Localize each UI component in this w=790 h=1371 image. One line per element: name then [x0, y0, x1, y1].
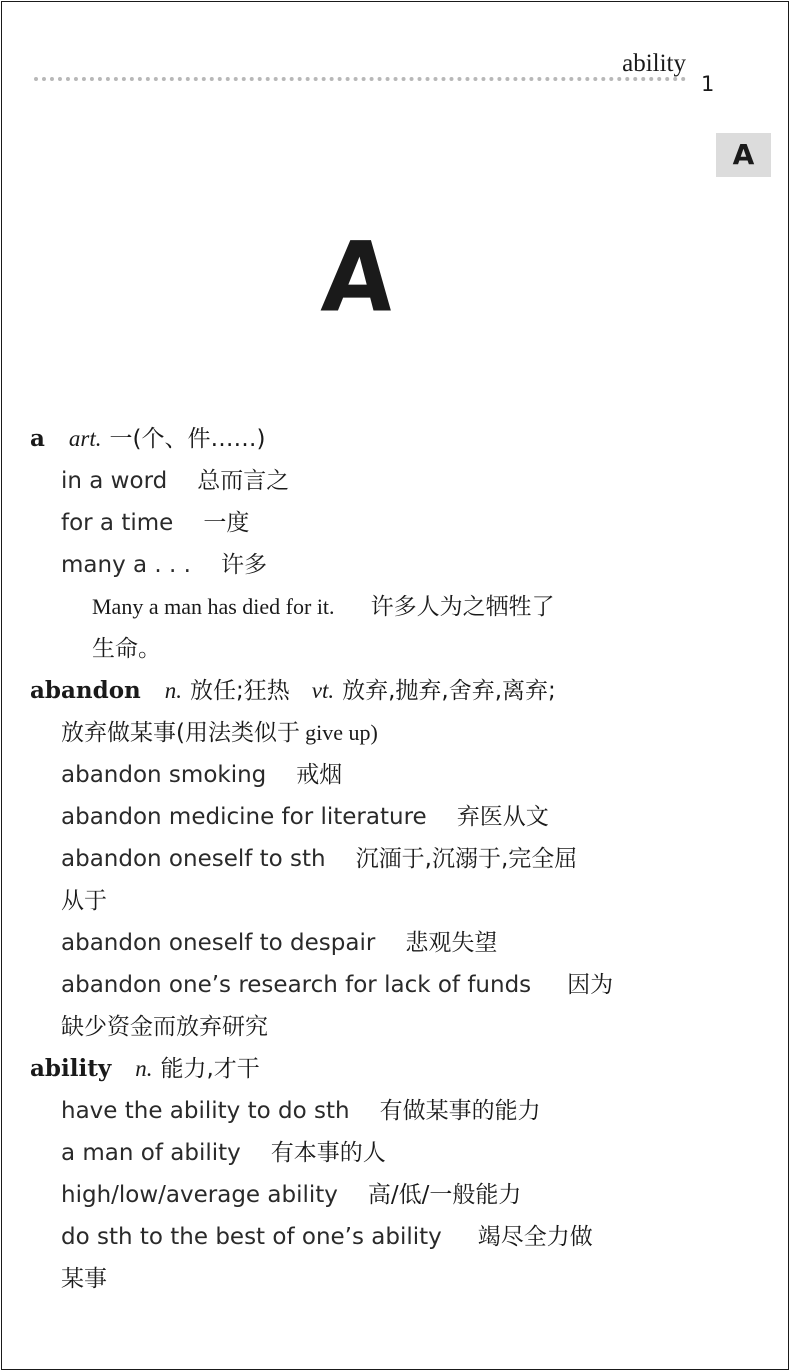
- phrase-continuation: [30, 880, 690, 922]
- phrase-line: [30, 922, 690, 964]
- part-of-speech: n.: [164, 678, 183, 703]
- definition: 放弃,抛弃,舍弃,离弃;: [342, 678, 556, 704]
- phrase-line: [30, 964, 690, 1006]
- headword: a: [30, 425, 45, 452]
- part-of-speech: art.: [68, 426, 102, 451]
- phrase-zh-cont: 缺少资金而放弃研究: [61, 1014, 268, 1040]
- definition-cont-zh: 放弃做某事(用法类似于: [61, 720, 300, 746]
- phrase-en: have the ability to do sth: [61, 1098, 350, 1124]
- letter-thumb-tab: A: [716, 133, 771, 177]
- phrase-zh: 许多: [220, 552, 267, 578]
- phrase-line: [30, 544, 690, 586]
- phrase-line: [30, 460, 690, 502]
- dictionary-entries: [30, 418, 690, 1300]
- phrase-en: for a time: [61, 510, 174, 536]
- phrase-zh: 沉湎于,沉溺于,完全屈: [355, 846, 578, 872]
- phrase-zh: 有本事的人: [270, 1140, 386, 1166]
- phrase-en: abandon medicine for literature: [61, 804, 427, 830]
- phrase-line: [30, 796, 690, 838]
- phrase-continuation: [30, 1258, 690, 1300]
- phrase-zh-cont: 从于: [61, 888, 107, 914]
- phrase-line: [30, 1174, 690, 1216]
- definition-cont-en: give up): [305, 720, 378, 745]
- definition: 能力,才干: [160, 1056, 260, 1082]
- phrase-line: [30, 1090, 690, 1132]
- phrase-en: many a . . .: [61, 552, 191, 578]
- phrase-zh-cont: 某事: [61, 1266, 107, 1292]
- phrase-line: [30, 1216, 690, 1258]
- example-zh-cont: 生命。: [92, 636, 161, 662]
- phrase-en: abandon one’s research for lack of funds: [61, 972, 532, 998]
- phrase-zh: 有做某事的能力: [379, 1098, 541, 1124]
- phrase-en: do sth to the best of one’s ability: [61, 1224, 442, 1250]
- phrase-en: abandon oneself to despair: [61, 930, 376, 956]
- phrase-en: abandon smoking: [61, 762, 267, 788]
- part-of-speech: n.: [135, 1056, 153, 1081]
- headword: abandon: [30, 677, 141, 704]
- phrase-en: in a word: [61, 468, 168, 494]
- running-head: ability: [622, 50, 686, 77]
- phrase-continuation: [30, 1006, 690, 1048]
- page-number: 1: [701, 72, 715, 96]
- phrase-line: [30, 838, 690, 880]
- example-continuation: [30, 628, 690, 670]
- section-letter: A: [318, 221, 398, 334]
- phrase-zh: 戒烟: [296, 762, 343, 788]
- phrase-line: [30, 1132, 690, 1174]
- definition: 一(个、件……): [109, 426, 266, 452]
- phrase-zh: 因为: [567, 972, 614, 998]
- header-dotted-rule: [34, 77, 686, 81]
- entry-headline-abandon: [30, 670, 690, 712]
- phrase-zh: 悲观失望: [405, 930, 498, 956]
- phrase-en: a man of ability: [61, 1140, 241, 1166]
- phrase-line: [30, 754, 690, 796]
- headword: ability: [30, 1055, 112, 1082]
- example-line: [30, 586, 690, 628]
- entry-headline-ability: [30, 1048, 690, 1090]
- phrase-zh: 竭尽全力做: [477, 1224, 593, 1250]
- phrase-zh: 弃医从文: [456, 804, 549, 830]
- phrase-zh: 一度: [203, 510, 250, 536]
- phrase-line: [30, 502, 690, 544]
- definition-continuation: [30, 712, 690, 754]
- phrase-en: abandon oneself to sth: [61, 846, 326, 872]
- phrase-zh: 总而言之: [197, 468, 290, 494]
- phrase-en: high/low/average ability: [61, 1182, 338, 1208]
- definition: 放任;狂热: [190, 678, 290, 704]
- example-zh: 许多人为之牺牲了: [370, 594, 555, 620]
- phrase-zh: 高/低/一般能力: [367, 1182, 522, 1208]
- part-of-speech: vt.: [311, 678, 335, 703]
- example-en: Many a man has died for it.: [92, 594, 335, 619]
- entry-headline-a: [30, 418, 690, 460]
